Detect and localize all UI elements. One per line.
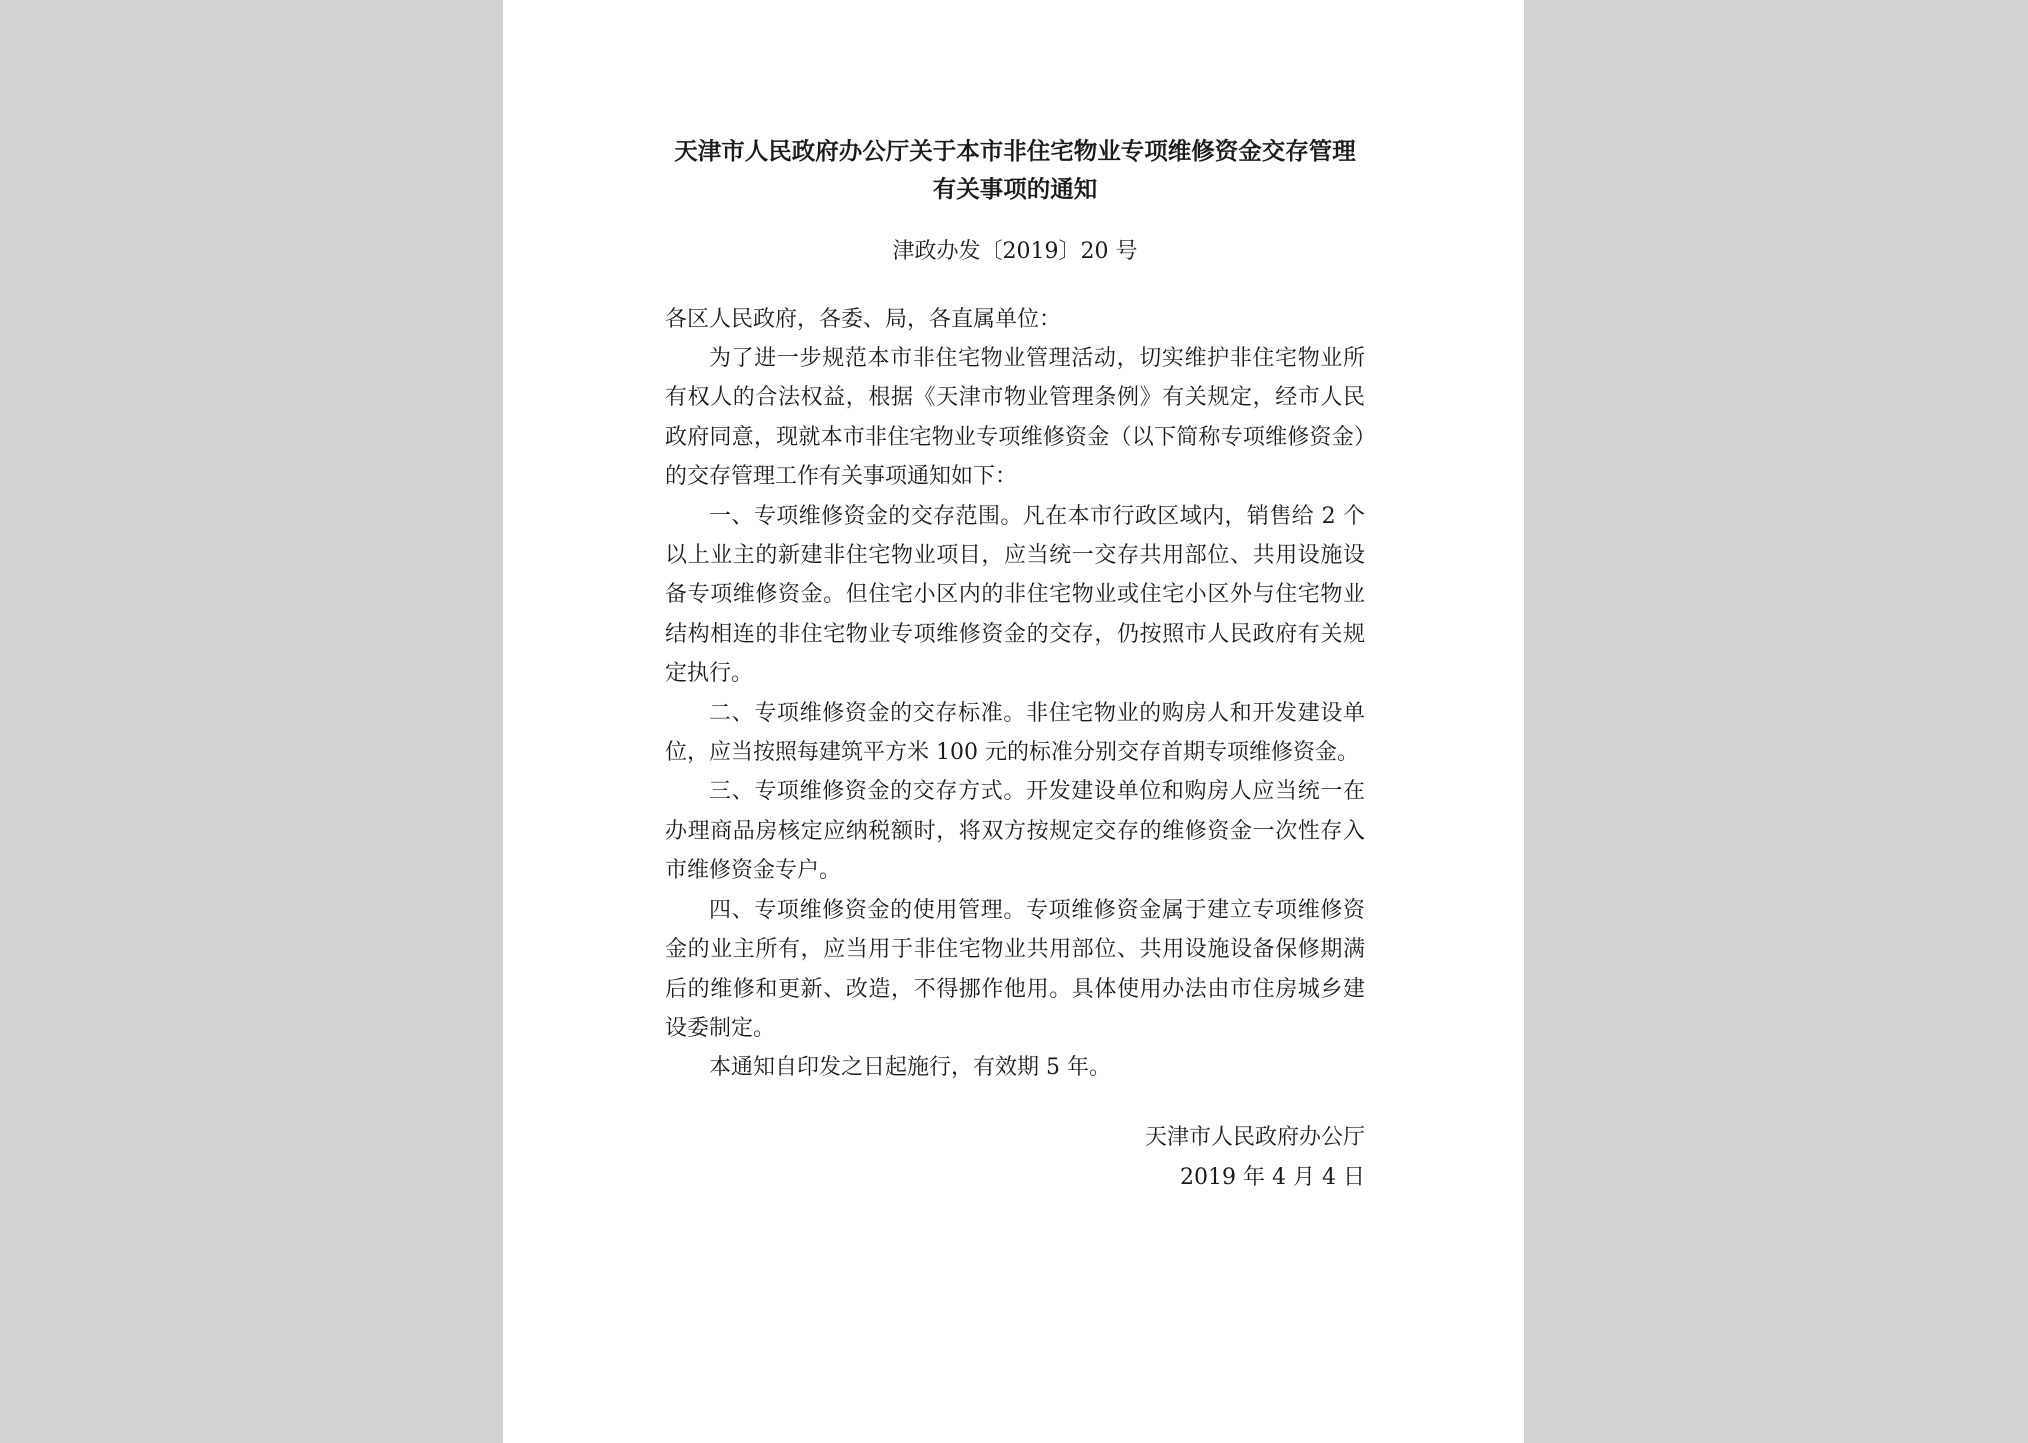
body-paragraph-intro: 为了进一步规范本市非住宅物业管理活动，切实维护非住宅物业所有权人的合法权益，根据《天津市物业管理条例》有关规定，经市人民政府同意，现就本市非住宅物业专项维修资金（以下简称专项维修资金）的交存管理工作有关事项通知如下：	[665, 346, 1365, 490]
signature-organization: 天津市人民政府办公厅	[1144, 1124, 1365, 1150]
body-paragraph-scope: 一、专项维修资金的交存范围。凡在本市行政区域内，销售给 2 个以上业主的新建非住宅物业项目，应当统一交存共用部位、共用设施设备专项维修资金。但住宅小区内的非住宅物业或住宅小区外与住宅物业结构相连的非住宅物业专项维修资金的交存，仍按照市人民政府有关规定执行。	[665, 503, 1365, 687]
document-title	[665, 132, 1365, 208]
signature-block	[665, 1118, 1365, 1198]
title-line-2: 有关事项的通知	[932, 175, 1098, 203]
body-paragraph-standard: 二、专项维修资金的交存标准。非住宅物业的购房人和开发建设单位，应当按照每建筑平方米 100 元的标准分别交存首期专项维修资金。	[665, 700, 1365, 766]
body-paragraph-effective: 本通知自印发之日起施行，有效期 5 年。	[709, 1055, 1111, 1081]
document-content	[665, 132, 1365, 1198]
signature-date: 2019 年 4 月 4 日	[1180, 1164, 1365, 1190]
document-number: 津政办发〔2019〕20 号	[892, 239, 1138, 264]
body-paragraph-method: 三、专项维修资金的交存方式。开发建设单位和购房人应当统一在办理商品房核定应纳税额时，将双方按规定交存的维修资金一次性存入市维修资金专户。	[665, 779, 1365, 884]
salutation: 各区人民政府，各委、局，各直属单位：	[665, 307, 1062, 332]
title-line-1: 天津市人民政府办公厅关于本市非住宅物业专项维修资金交存管理	[674, 137, 1356, 165]
document-page	[503, 0, 1524, 1443]
body-paragraph-usage: 四、专项维修资金的使用管理。专项维修资金属于建立专项维修资金的业主所有，应当用于非住宅物业共用部位、共用设施设备保修期满后的维修和更新、改造，不得挪作他用。具体使用办法由市住房城乡建设委制定。	[665, 897, 1365, 1041]
